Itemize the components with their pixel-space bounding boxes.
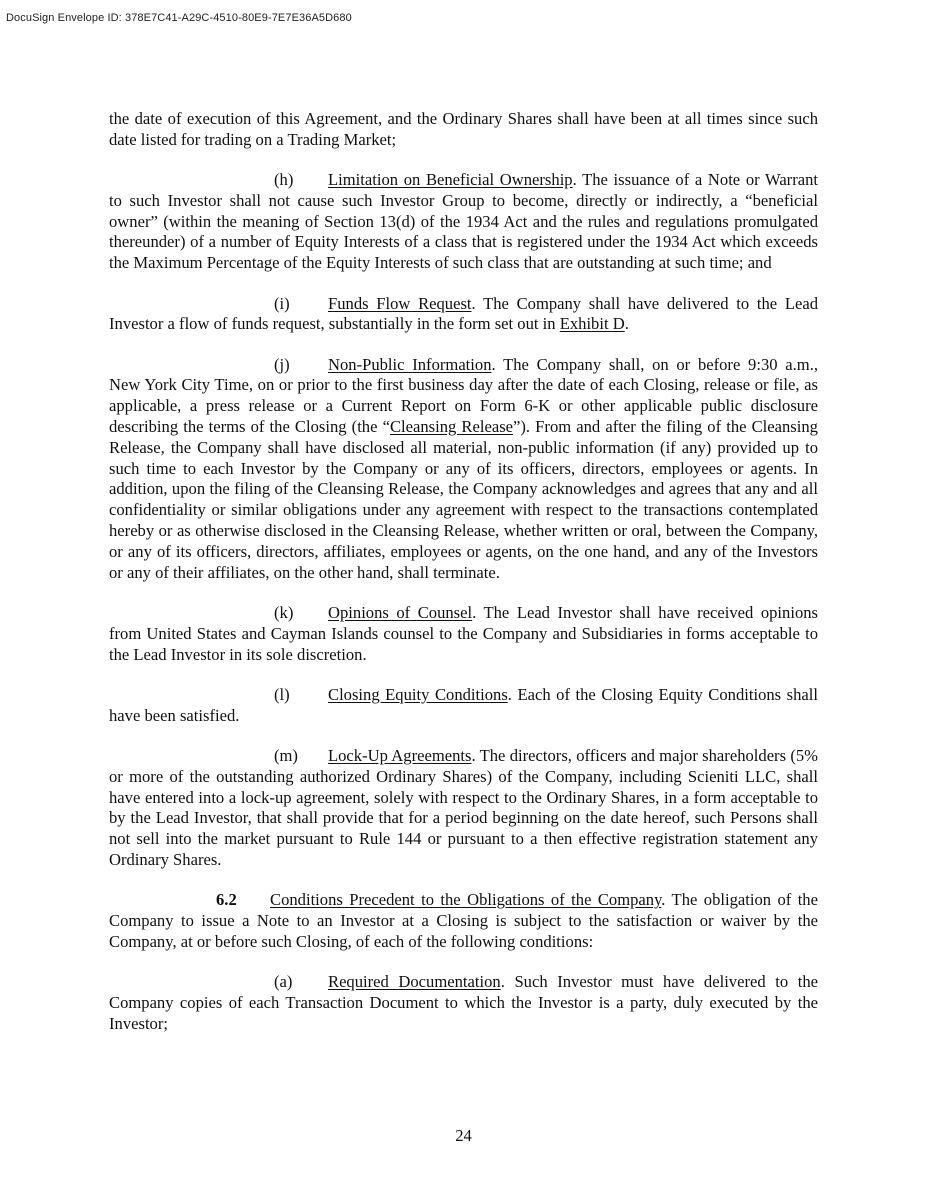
- clause-title: Required Documentation: [328, 972, 501, 992]
- paragraph-continuation: [109, 109, 818, 151]
- section-text: . The obligation of the Company to issue a Note to an Investor at a Closing is subject to the satisfaction or waiver by the Company, at or before such Closing, of each of the following conditions:: [109, 890, 818, 951]
- clause-title: Closing Equity Conditions: [328, 684, 508, 704]
- clause-text-end: ”). From and after the filing of the Cleansing Release, the Company shall have disclosed all material, non-public information (if any) provided up to such time to each Investor by the Company or any of its officers, directors, employees or agents. In addition, upon the filing of the Cleansing Release, the Company acknowledges and agrees that any and all confidentiality or similar obligations under any agreement with respect to the transactions contemplated hereby or as otherwise disclosed in the Cleansing Release, whether written or oral, between the Company, or any of its officers, directors, affiliates, employees or agents, on the one hand, and any of the Investors or any of their affiliates, on the other hand, shall terminate.: [109, 417, 818, 582]
- section-title: Conditions Precedent to the Obligations of the Company: [270, 890, 662, 910]
- clause-text: . The Lead Investor shall have received opinions from United States and Cayman Islands counsel to the Company and Subsidiaries in forms acceptable to the Lead Investor in its sole discretion.: [109, 602, 818, 664]
- clause-number: (m): [274, 745, 298, 765]
- clause-text-end: .: [624, 314, 629, 334]
- clause-a: [109, 972, 818, 1034]
- clause-number: (h): [274, 170, 294, 190]
- clause-text: . The issuance of a Note or Warrant to such Investor shall not cause such Investor Group to become, directly or indirectly, a “beneficial owner” (within the meaning of Section 13(d) of the 1934 Act and the rules and regulations promulgated thereunder) of a number of Equity Interests of a class that is registered under the 1934 Act which exceeds the Maximum Percentage of the Equity Interests of such class that are outstanding at such time; and: [109, 170, 819, 273]
- clause-text: . The Company shall, on or before 9:30 a.m., New York City Time, on or prior to the first business day after the date of each Closing, release or file, as applicable, a press release or a Current Report on Form 6-K or other applicable public disclosure describing the terms of the Closing (the “: [109, 354, 818, 437]
- clause-title: Opinions of Counsel: [328, 602, 473, 622]
- clause-title: Limitation on Beneficial Ownership: [328, 170, 573, 190]
- page-number: 24: [455, 1126, 472, 1145]
- clause-text: . The directors, officers and major shareholders (5% or more of the outstanding authorized Ordinary Shares) of the Company, including Scieniti LLC, shall have entered into a lock-up agreement, solely with respect to the Ordinary Shares, in a form acceptable to by the Lead Investor, that shall provide that for a period beginning on the date hereof, such Persons shall not sell into the market pursuant to Rule 144 or pursuant to a then effective registration statement any Ordinary Shares.: [109, 745, 818, 869]
- clause-m: [109, 746, 818, 871]
- clause-number: (l): [274, 684, 290, 704]
- clause-number: (i): [274, 293, 290, 313]
- clause-text: . The Company shall have delivered to the Lead Investor a flow of funds request, substantially in the form set out in: [109, 293, 818, 334]
- clause-k: [109, 603, 818, 665]
- clause-title: Funds Flow Request: [328, 293, 472, 313]
- paragraph-text: the date of execution of this Agreement, and the Ordinary Shares shall have been at all times since such date listed for trading on a Trading Market;: [109, 109, 818, 149]
- clause-number: (k): [274, 602, 294, 622]
- clause-title: Lock-Up Agreements: [328, 745, 472, 765]
- clause-title: Non-Public Information: [328, 354, 492, 374]
- docusign-envelope-id: DocuSign Envelope ID: 378E7C41-A29C-4510-80E9-7E7E36A5D680: [6, 12, 352, 24]
- clause-text: . Each of the Closing Equity Conditions shall have been satisfied.: [109, 684, 818, 725]
- clause-text: . Such Investor must have delivered to the Company copies of each Transaction Document to which the Investor is a party, duly executed by the Investor;: [109, 972, 818, 1033]
- clause-h: [109, 170, 818, 274]
- document-body: [109, 109, 818, 1054]
- exhibit-reference: Exhibit D: [559, 314, 625, 334]
- clause-number: (j): [274, 354, 290, 374]
- clause-i: [109, 294, 818, 336]
- section-number: 6.2: [216, 890, 237, 910]
- defined-term: Cleansing Release: [389, 417, 514, 437]
- clause-l: [109, 685, 818, 727]
- section-6-2: [109, 890, 818, 952]
- clause-j: [109, 355, 818, 584]
- clause-number: (a): [274, 972, 293, 992]
